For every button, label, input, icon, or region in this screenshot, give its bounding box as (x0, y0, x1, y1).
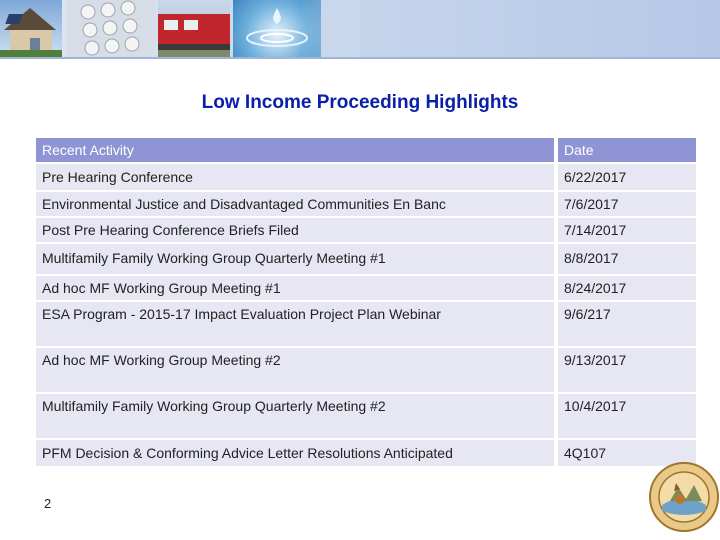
date-cell: 7/6/2017 (558, 192, 696, 216)
table-row (36, 276, 696, 300)
table-row (36, 302, 696, 346)
activity-cell: PFM Decision & Conforming Advice Letter Resolutions Anticipated (36, 440, 554, 466)
activity-cell: Multifamily Family Working Group Quarterly Meeting #2 (36, 394, 554, 438)
activity-cell: Pre Hearing Conference (36, 164, 554, 190)
table-row (36, 394, 696, 438)
table-row (36, 218, 696, 242)
table-row (36, 348, 696, 392)
train-photo (158, 0, 230, 57)
table-row (36, 244, 696, 274)
banner-fade (300, 0, 360, 57)
date-cell: 4Q107 (558, 440, 696, 466)
date-cell: 7/14/2017 (558, 218, 696, 242)
activity-cell: Environmental Justice and Disadvantaged Communities En Banc (36, 192, 554, 216)
header-date: Date (558, 138, 696, 162)
date-cell: 9/6/217 (558, 302, 696, 346)
activity-cell: ESA Program - 2015-17 Impact Evaluation Project Plan Webinar (36, 302, 554, 346)
date-cell: 8/8/2017 (558, 244, 696, 274)
table-header-row (36, 138, 696, 162)
date-cell: 8/24/2017 (558, 276, 696, 300)
telephone-keypad-photo (66, 0, 154, 57)
date-cell: 10/4/2017 (558, 394, 696, 438)
table-row (36, 440, 696, 466)
header-recent-activity: Recent Activity (36, 138, 554, 162)
page-number: 2 (44, 496, 52, 511)
activity-cell: Post Pre Hearing Conference Briefs Filed (36, 218, 554, 242)
slide-title: Low Income Proceeding Highlights (201, 92, 519, 113)
activity-cell: Multifamily Family Working Group Quarterly Meeting #1 (36, 244, 554, 274)
banner-divider (0, 57, 720, 59)
house-solar-photo (0, 0, 62, 57)
table-row (36, 164, 696, 190)
header-banner (0, 0, 720, 57)
date-cell: 9/13/2017 (558, 348, 696, 392)
activity-cell: Ad hoc MF Working Group Meeting #2 (36, 348, 554, 392)
state-seal-logo (648, 461, 720, 533)
date-cell: 6/22/2017 (558, 164, 696, 190)
activity-cell: Ad hoc MF Working Group Meeting #1 (36, 276, 554, 300)
table-row (36, 192, 696, 216)
